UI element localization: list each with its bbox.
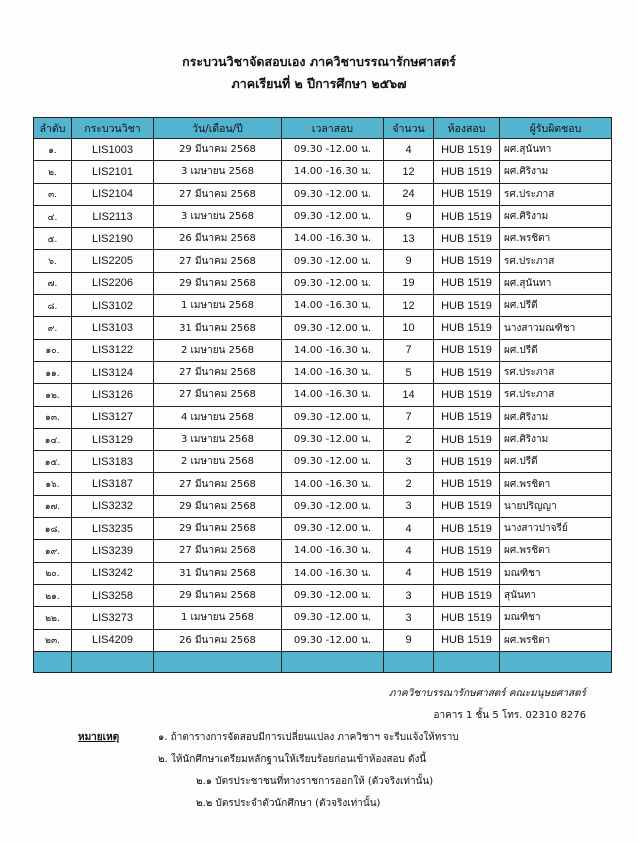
- cell-course-code: LIS2206: [72, 272, 154, 294]
- cell-course-code: LIS2205: [72, 250, 154, 272]
- cell-room: HUB 1519: [434, 161, 500, 183]
- cell-time: 09.30 -12.00 น.: [282, 451, 384, 473]
- cell-course-code: LIS3235: [72, 518, 154, 540]
- cell-date: 29 มีนาคม 2568: [154, 139, 282, 161]
- cell-time: 09.30 -12.00 น.: [282, 607, 384, 629]
- cell-responsible: ผศ.พรชิตา: [500, 629, 612, 651]
- cell-date: 31 มีนาคม 2568: [154, 317, 282, 339]
- cell-room: HUB 1519: [434, 205, 500, 227]
- cell-order: ๒๒.: [34, 607, 72, 629]
- cell-room: HUB 1519: [434, 495, 500, 517]
- cell-order: ๑๔.: [34, 428, 72, 450]
- cell-responsible: มณฑิชา: [500, 607, 612, 629]
- cell-course-code: LIS3183: [72, 451, 154, 473]
- cell-count: 10: [384, 317, 434, 339]
- document-subtitle: ภาคเรียนที่ ๒ ปีการศึกษา ๒๕๖๗: [231, 76, 407, 91]
- cell-time: 09.30 -12.00 น.: [282, 428, 384, 450]
- cell-count: 12: [384, 295, 434, 317]
- cell-course-code: LIS2101: [72, 161, 154, 183]
- cell-time: 14.00 -16.30 น.: [282, 161, 384, 183]
- cell-room: HUB 1519: [434, 406, 500, 428]
- cell-responsible: มณฑิชา: [500, 562, 612, 584]
- cell-order: ๑๘.: [34, 518, 72, 540]
- cell-course-code: LIS3273: [72, 607, 154, 629]
- table-row: [34, 272, 612, 294]
- cell-order: ๓.: [34, 183, 72, 205]
- cell-count: 5: [384, 361, 434, 383]
- cell-responsible: ผศ.ปรีดี: [500, 295, 612, 317]
- cell-order: ๒๑.: [34, 584, 72, 606]
- cell-responsible: นางสาวมณฑิชา: [500, 317, 612, 339]
- cell-responsible: นายปริญญา: [500, 495, 612, 517]
- cell-date: 31 มีนาคม 2568: [154, 562, 282, 584]
- footer-cell: [434, 651, 500, 672]
- table-row: [34, 339, 612, 361]
- cell-room: HUB 1519: [434, 339, 500, 361]
- cell-count: 4: [384, 540, 434, 562]
- cell-room: HUB 1519: [434, 228, 500, 250]
- note-item: ๑. ถ้าตารางการจัดสอบมีการเปลี่ยนแปลง ภาควิชาฯ จะรีบแจ้งให้ทราบ: [158, 732, 459, 743]
- cell-count: 9: [384, 205, 434, 227]
- cell-date: 1 เมษายน 2568: [154, 295, 282, 317]
- table-row: [34, 451, 612, 473]
- table-header-row: [34, 118, 612, 139]
- cell-time: 09.30 -12.00 น.: [282, 629, 384, 651]
- table-row: [34, 250, 612, 272]
- cell-course-code: LIS3239: [72, 540, 154, 562]
- cell-room: HUB 1519: [434, 183, 500, 205]
- cell-room: HUB 1519: [434, 250, 500, 272]
- cell-responsible: รศ.ประภาส: [500, 384, 612, 406]
- cell-time: 09.30 -12.00 น.: [282, 183, 384, 205]
- department-contact: อาคาร 1 ชั้น 5 โทร. 02310 8276: [433, 710, 586, 721]
- cell-room: HUB 1519: [434, 451, 500, 473]
- cell-count: 2: [384, 428, 434, 450]
- cell-time: 14.00 -16.30 น.: [282, 339, 384, 361]
- cell-responsible: ผศ.สุนันทา: [500, 272, 612, 294]
- table-row: [34, 562, 612, 584]
- cell-responsible: รศ.ประภาส: [500, 250, 612, 272]
- cell-date: 26 มีนาคม 2568: [154, 228, 282, 250]
- table-row: [34, 317, 612, 339]
- cell-count: 4: [384, 139, 434, 161]
- cell-course-code: LIS3122: [72, 339, 154, 361]
- cell-date: 3 เมษายน 2568: [154, 205, 282, 227]
- cell-time: 09.30 -12.00 น.: [282, 250, 384, 272]
- header-room: ห้องสอบ: [434, 118, 500, 139]
- cell-responsible: รศ.ประภาส: [500, 183, 612, 205]
- header-time: เวลาสอบ: [282, 118, 384, 139]
- cell-order: ๒๓.: [34, 629, 72, 651]
- footer-cell: [500, 651, 612, 672]
- cell-responsible: ผศ.ศิริงาม: [500, 161, 612, 183]
- cell-time: 14.00 -16.30 น.: [282, 473, 384, 495]
- cell-course-code: LIS3103: [72, 317, 154, 339]
- cell-time: 09.30 -12.00 น.: [282, 406, 384, 428]
- cell-date: 29 มีนาคม 2568: [154, 272, 282, 294]
- cell-responsible: ผศ.ปรีดี: [500, 339, 612, 361]
- cell-course-code: LIS4209: [72, 629, 154, 651]
- cell-time: 09.30 -12.00 น.: [282, 495, 384, 517]
- cell-time: 14.00 -16.30 น.: [282, 384, 384, 406]
- header-order: ลำดับ: [34, 118, 72, 139]
- table-row: [34, 361, 612, 383]
- cell-responsible: ผศ.ศิริงาม: [500, 406, 612, 428]
- cell-responsible: ผศ.ปรีดี: [500, 451, 612, 473]
- cell-date: 29 มีนาคม 2568: [154, 584, 282, 606]
- cell-order: ๑๐.: [34, 339, 72, 361]
- header-responsible: ผู้รับผิดชอบ: [500, 118, 612, 139]
- cell-course-code: LIS3102: [72, 295, 154, 317]
- header-course: กระบวนวิชา: [72, 118, 154, 139]
- cell-responsible: สุนันทา: [500, 584, 612, 606]
- cell-date: 27 มีนาคม 2568: [154, 250, 282, 272]
- cell-count: 3: [384, 584, 434, 606]
- cell-room: HUB 1519: [434, 428, 500, 450]
- cell-count: 24: [384, 183, 434, 205]
- footer-cell: [154, 651, 282, 672]
- table-row: [34, 518, 612, 540]
- cell-room: HUB 1519: [434, 139, 500, 161]
- cell-date: 26 มีนาคม 2568: [154, 629, 282, 651]
- cell-order: ๑๓.: [34, 406, 72, 428]
- table-row: [34, 629, 612, 651]
- table-row: [34, 161, 612, 183]
- cell-time: 09.30 -12.00 น.: [282, 139, 384, 161]
- cell-date: 1 เมษายน 2568: [154, 607, 282, 629]
- cell-order: ๑๗.: [34, 495, 72, 517]
- cell-responsible: ผศ.พรชิตา: [500, 473, 612, 495]
- cell-room: HUB 1519: [434, 295, 500, 317]
- cell-order: ๑๙.: [34, 540, 72, 562]
- cell-room: HUB 1519: [434, 384, 500, 406]
- cell-count: 9: [384, 629, 434, 651]
- cell-room: HUB 1519: [434, 540, 500, 562]
- cell-date: 2 เมษายน 2568: [154, 451, 282, 473]
- cell-order: ๘.: [34, 295, 72, 317]
- cell-course-code: LIS3187: [72, 473, 154, 495]
- cell-order: ๑๕.: [34, 451, 72, 473]
- cell-count: 14: [384, 384, 434, 406]
- table-footer-row: [34, 651, 612, 672]
- cell-count: 9: [384, 250, 434, 272]
- cell-order: ๑๒.: [34, 384, 72, 406]
- note-item: ๒. ให้นักศึกษาเตรียมหลักฐานให้เรียบร้อยก่อนเข้าห้องสอบ ดังนี้: [158, 754, 427, 765]
- cell-date: 29 มีนาคม 2568: [154, 495, 282, 517]
- table-row: [34, 406, 612, 428]
- cell-count: 19: [384, 272, 434, 294]
- cell-time: 14.00 -16.30 น.: [282, 540, 384, 562]
- cell-date: 29 มีนาคม 2568: [154, 518, 282, 540]
- cell-date: 27 มีนาคม 2568: [154, 473, 282, 495]
- footer-cell: [282, 651, 384, 672]
- cell-order: ๑.: [34, 139, 72, 161]
- cell-room: HUB 1519: [434, 607, 500, 629]
- cell-room: HUB 1519: [434, 361, 500, 383]
- cell-count: 2: [384, 473, 434, 495]
- cell-responsible: ผศ.พรชิตา: [500, 228, 612, 250]
- cell-count: 3: [384, 607, 434, 629]
- cell-order: ๒.: [34, 161, 72, 183]
- note-subitem: ๒.๑ บัตรประชาชนที่ทางราชการออกให้ (ตัวจริงเท่านั้น): [196, 776, 434, 787]
- cell-time: 14.00 -16.30 น.: [282, 228, 384, 250]
- cell-date: 27 มีนาคม 2568: [154, 384, 282, 406]
- table-row: [34, 584, 612, 606]
- cell-order: ๖.: [34, 250, 72, 272]
- cell-order: ๗.: [34, 272, 72, 294]
- cell-course-code: LIS3232: [72, 495, 154, 517]
- cell-course-code: LIS3127: [72, 406, 154, 428]
- table-row: [34, 428, 612, 450]
- cell-course-code: LIS3129: [72, 428, 154, 450]
- cell-count: 3: [384, 495, 434, 517]
- cell-order: ๔.: [34, 205, 72, 227]
- cell-date: 3 เมษายน 2568: [154, 161, 282, 183]
- cell-time: 09.30 -12.00 น.: [282, 272, 384, 294]
- cell-count: 13: [384, 228, 434, 250]
- cell-count: 7: [384, 339, 434, 361]
- cell-course-code: LIS3258: [72, 584, 154, 606]
- note-subitem: ๒.๒ บัตรประจำตัวนักศึกษา (ตัวจริงเท่านั้น): [196, 798, 381, 809]
- cell-time: 14.00 -16.30 น.: [282, 562, 384, 584]
- footer-cell: [384, 651, 434, 672]
- cell-count: 4: [384, 518, 434, 540]
- cell-time: 09.30 -12.00 น.: [282, 584, 384, 606]
- cell-date: 4 เมษายน 2568: [154, 406, 282, 428]
- department-signature: ภาควิชาบรรณารักษศาสตร์ คณะมนุษยศาสตร์: [388, 688, 586, 699]
- cell-course-code: LIS2113: [72, 205, 154, 227]
- cell-time: 09.30 -12.00 น.: [282, 205, 384, 227]
- cell-count: 7: [384, 406, 434, 428]
- cell-date: 3 เมษายน 2568: [154, 428, 282, 450]
- document-title: กระบวนวิชาจัดสอบเอง ภาควิชาบรรณารักษศาสตร์: [182, 54, 456, 69]
- cell-responsible: นางสาวปาจรีย์: [500, 518, 612, 540]
- cell-count: 12: [384, 161, 434, 183]
- table-row: [34, 139, 612, 161]
- cell-count: 4: [384, 562, 434, 584]
- cell-order: ๑๑.: [34, 361, 72, 383]
- header-date: วัน/เดือน/ปี: [154, 118, 282, 139]
- footer-cell: [34, 651, 72, 672]
- cell-course-code: LIS3126: [72, 384, 154, 406]
- table-row: [34, 607, 612, 629]
- cell-course-code: LIS2190: [72, 228, 154, 250]
- cell-order: ๒๐.: [34, 562, 72, 584]
- cell-course-code: LIS3242: [72, 562, 154, 584]
- cell-room: HUB 1519: [434, 562, 500, 584]
- cell-time: 09.30 -12.00 น.: [282, 518, 384, 540]
- footer-cell: [72, 651, 154, 672]
- table-row: [34, 295, 612, 317]
- exam-schedule-table: [33, 117, 612, 673]
- cell-time: 09.30 -12.00 น.: [282, 317, 384, 339]
- table-row: [34, 384, 612, 406]
- cell-room: HUB 1519: [434, 272, 500, 294]
- cell-time: 14.00 -16.30 น.: [282, 361, 384, 383]
- cell-count: 3: [384, 451, 434, 473]
- cell-date: 2 เมษายน 2568: [154, 339, 282, 361]
- cell-date: 27 มีนาคม 2568: [154, 540, 282, 562]
- cell-responsible: ผศ.ศิริงาม: [500, 205, 612, 227]
- cell-order: ๑๖.: [34, 473, 72, 495]
- cell-order: ๙.: [34, 317, 72, 339]
- table-row: [34, 183, 612, 205]
- cell-course-code: LIS3124: [72, 361, 154, 383]
- cell-course-code: LIS1003: [72, 139, 154, 161]
- cell-responsible: รศ.ประภาส: [500, 361, 612, 383]
- cell-date: 27 มีนาคม 2568: [154, 183, 282, 205]
- cell-room: HUB 1519: [434, 473, 500, 495]
- cell-room: HUB 1519: [434, 518, 500, 540]
- cell-order: ๕.: [34, 228, 72, 250]
- cell-time: 14.00 -16.30 น.: [282, 295, 384, 317]
- cell-course-code: LIS2104: [72, 183, 154, 205]
- cell-responsible: ผศ.พรชิตา: [500, 540, 612, 562]
- table-row: [34, 495, 612, 517]
- table-row: [34, 205, 612, 227]
- table-row: [34, 540, 612, 562]
- table-row: [34, 473, 612, 495]
- header-count: จำนวน: [384, 118, 434, 139]
- cell-room: HUB 1519: [434, 317, 500, 339]
- notes-label: หมายเหตุ: [78, 732, 120, 743]
- cell-room: HUB 1519: [434, 584, 500, 606]
- cell-room: HUB 1519: [434, 629, 500, 651]
- cell-responsible: ผศ.สุนันทา: [500, 139, 612, 161]
- table-row: [34, 228, 612, 250]
- cell-date: 27 มีนาคม 2568: [154, 361, 282, 383]
- cell-responsible: ผศ.ศิริงาม: [500, 428, 612, 450]
